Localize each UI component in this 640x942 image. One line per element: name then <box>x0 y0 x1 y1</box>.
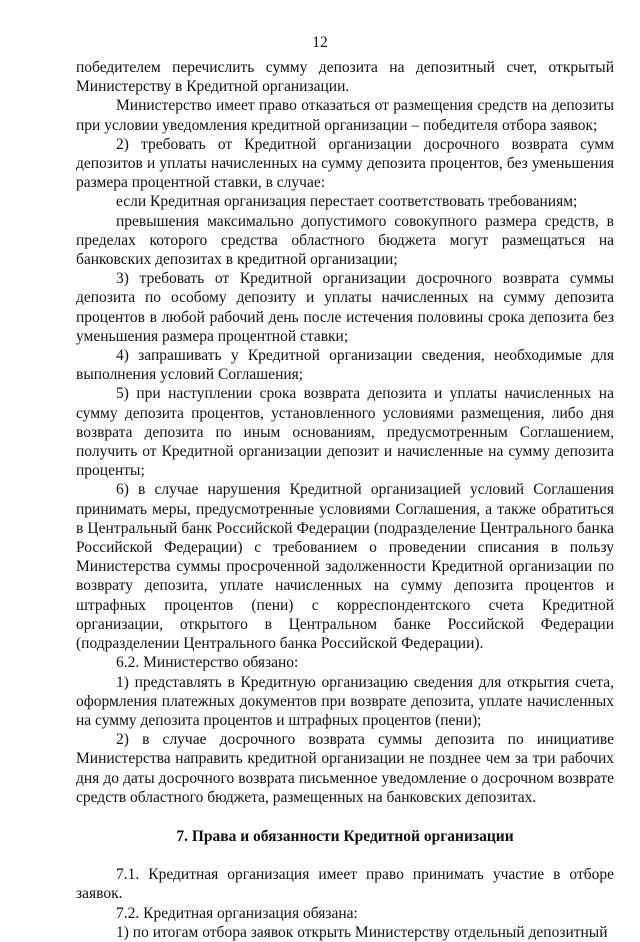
document-body <box>76 58 614 942</box>
paragraph: победителем перечислить сумму депозита на депозитный счет, открытый Министерству в Кредитной организации. <box>76 59 614 96</box>
paragraph: 3) требовать от Кредитной организации досрочного возврата суммы депозита по особому депозиту и уплаты начисленных на сумму депозита процентов в любой рабочий день после истечения половины срока депозита без уменьшения размера процентной ставки; <box>76 270 614 345</box>
page-number: 12 <box>312 34 328 51</box>
paragraph: 1) по итогам отбора заявок открыть Министерству отдельный депозитный <box>116 923 608 941</box>
paragraph: 6.2. Министерство обязано: <box>116 654 299 672</box>
paragraphs-before <box>76 58 614 807</box>
paragraph: 2) требовать от Кредитной организации досрочного возврата сумм депозитов и уплаты начисленных на сумму депозита процентов, без уменьшения размера процентной ставки, в случае: <box>76 135 614 192</box>
paragraph: 6) в случае нарушения Кредитной организацией условий Соглашения принимать меры, предусмотренные условиями Соглашения, а также обратиться в Центральный банк Российской Федерации (подразделение Центрального банка Российской Федерации) с требованием о проведении списания в пользу Министерства суммы просроченной задолженности Кредитной организации по возврату депозита, уплате начисленных на сумму депозита процентов и штрафных процентов (пени) с корреспондентского счета Кредитной организации, открытого в Центральном банке Российской Федерации (подразделении Центрального банка Российской Федерации). <box>76 481 614 653</box>
paragraph: Министерство имеет право отказаться от размещения средств на депозиты при условии уведомления кредитной организации – победителя отбора заявок; <box>76 97 614 134</box>
paragraph: если Кредитная организация перестает соответствовать требованиям; <box>116 193 578 211</box>
paragraph: 1) представлять в Кредитную организацию сведения для открытия счета, оформления платежных документов при возврате депозита, уплате начисленных на сумму депозита процентов и штрафных процентов (пени); <box>76 673 614 729</box>
paragraph: 7.2. Кредитная организация обязана: <box>116 904 358 922</box>
paragraph: превышения максимально допустимого совокупного размера средств, в пределах которого средства областного бюджета могут размещаться на банковских депозитах в кредитной организации; <box>76 212 614 269</box>
paragraph: 7.1. Кредитная организация имеет право принимать участие в отборе заявок. <box>76 866 614 903</box>
paragraph: 2) в случае досрочного возврата суммы депозита по инициативе Министерства направить кредитной организации не позднее чем за три рабочих дня до даты досрочного возврата письменное уведомление о досрочном возврате средств областного бюджета, размещенных на банковских депозитах. <box>76 731 614 806</box>
paragraph: 5) при наступлении срока возврата депозита и уплаты начисленных на сумму депозита процентов, установленного условиями размещения, либо дня возврата депозита по иным основаниям, предусмотренным Соглашением, получить от Кредитной организации депозит и начисленные на сумму депозита проценты; <box>76 385 614 480</box>
section-heading: 7. Права и обязанности Кредитной организации <box>176 827 514 845</box>
paragraphs-after <box>76 865 614 942</box>
paragraph: 4) запрашивать у Кредитной организации сведения, необходимые для выполнения условий Соглашения; <box>76 347 614 384</box>
